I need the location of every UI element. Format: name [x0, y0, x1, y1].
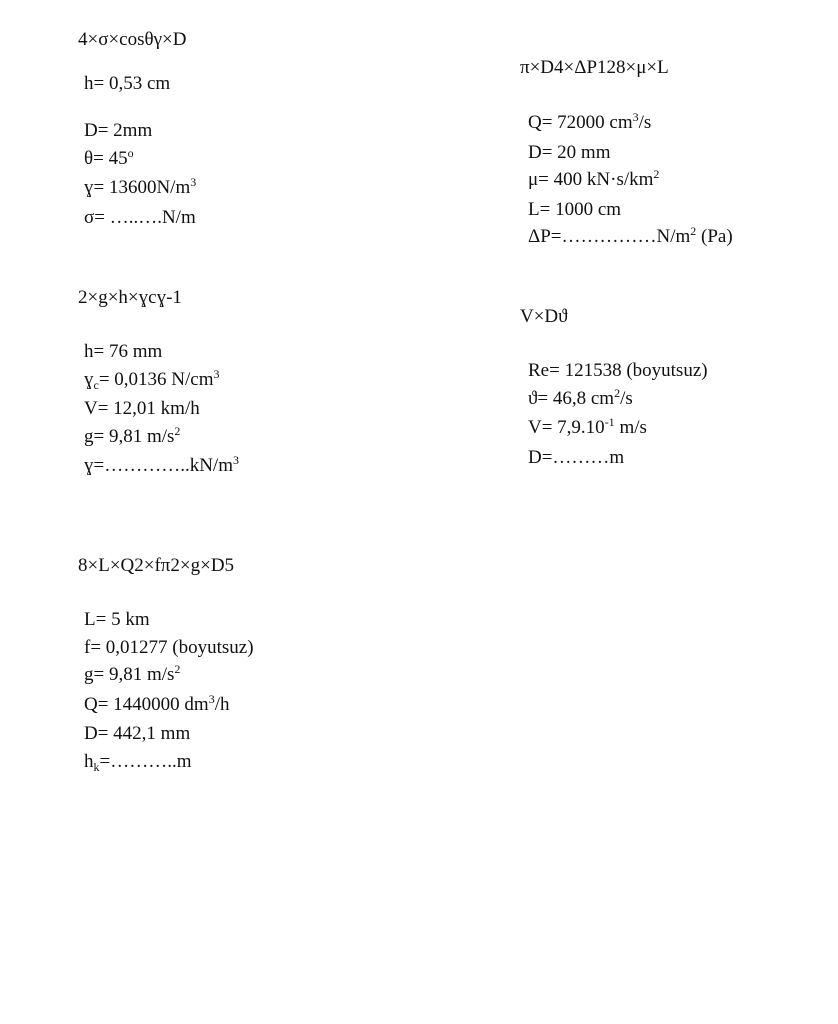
- problem-5: [78, 555, 234, 577]
- var-row: μ= 400 $kN\cdot s/km^2$: [528, 167, 660, 190]
- variables-darcy: [84, 606, 254, 777]
- var-row: L= 5 km: [84, 609, 150, 630]
- var-row: $\theta= 45^o$: [84, 145, 134, 169]
- var-row: D=………m: [528, 446, 625, 468]
- problem-4: [520, 306, 568, 328]
- var-row: $V= 7,9.10^{-1}$ m/s: [528, 415, 647, 438]
- var-row: σ= …..….N/m: [84, 206, 196, 228]
- var-row: D= 442,1 mm: [84, 723, 191, 744]
- variables-poiseuille: [528, 109, 733, 253]
- var-row: f= 0,01277 (boyutsuz): [84, 636, 254, 658]
- var-row: g= 9,81 $m/s^2$: [84, 662, 181, 685]
- problem-3: [78, 287, 182, 309]
- var-row: D= 2mm: [84, 120, 153, 141]
- var-row: $h_k=\dots\dots\dots..m$: [84, 750, 192, 774]
- formula-darcy: 8×L×Q2×fπ2×g×D5: [78, 555, 235, 576]
- var-row: ɣ= $13600N/m^3$: [84, 175, 197, 198]
- var-row: ɣ$_c$= 0,0136 $N/cm^3$: [84, 366, 220, 392]
- var-row: D= 20 mm: [528, 141, 611, 163]
- var-row: h= 76 mm: [84, 341, 163, 362]
- formula-poiseuille: π×D4×ΔP128×μ×L: [520, 57, 669, 78]
- formula-capillary: 4×σ×cosθγ×D: [78, 29, 187, 50]
- result-capillary: [84, 70, 170, 98]
- var-row: Re= 121538 (boyutsuz): [528, 360, 708, 381]
- variables-pitot: [84, 338, 239, 482]
- var-row: V= 12,01 km/h: [84, 398, 200, 419]
- var-row: ϑ= 46,8 $cm^2/s$: [528, 385, 633, 409]
- var-row: $\Delta P=\dots\dots\dots\dots\dots N/m^2$ (Pa): [528, 224, 733, 247]
- var-row: L= 1000 cm: [528, 198, 622, 220]
- formula-pitot: 2×g×h×ɣcɣ-1: [78, 287, 182, 308]
- result-h: h= 0,53 cm: [84, 73, 171, 94]
- var-row: $ɣ=\dots\dots\dots\dots..kN/m^3$: [84, 453, 239, 476]
- formula-reynolds: V×Dϑ: [520, 306, 568, 327]
- variables-capillary: [84, 117, 196, 231]
- var-row: Q= 72000 $cm^3/s$: [528, 110, 652, 133]
- problem-1: [78, 29, 186, 51]
- var-row: Q= 1440000 $dm^3/h$: [84, 691, 230, 715]
- var-row: g= 9,81 $m/s^2$: [84, 423, 181, 447]
- problem-2: [520, 57, 669, 79]
- variables-reynolds: [528, 357, 708, 471]
